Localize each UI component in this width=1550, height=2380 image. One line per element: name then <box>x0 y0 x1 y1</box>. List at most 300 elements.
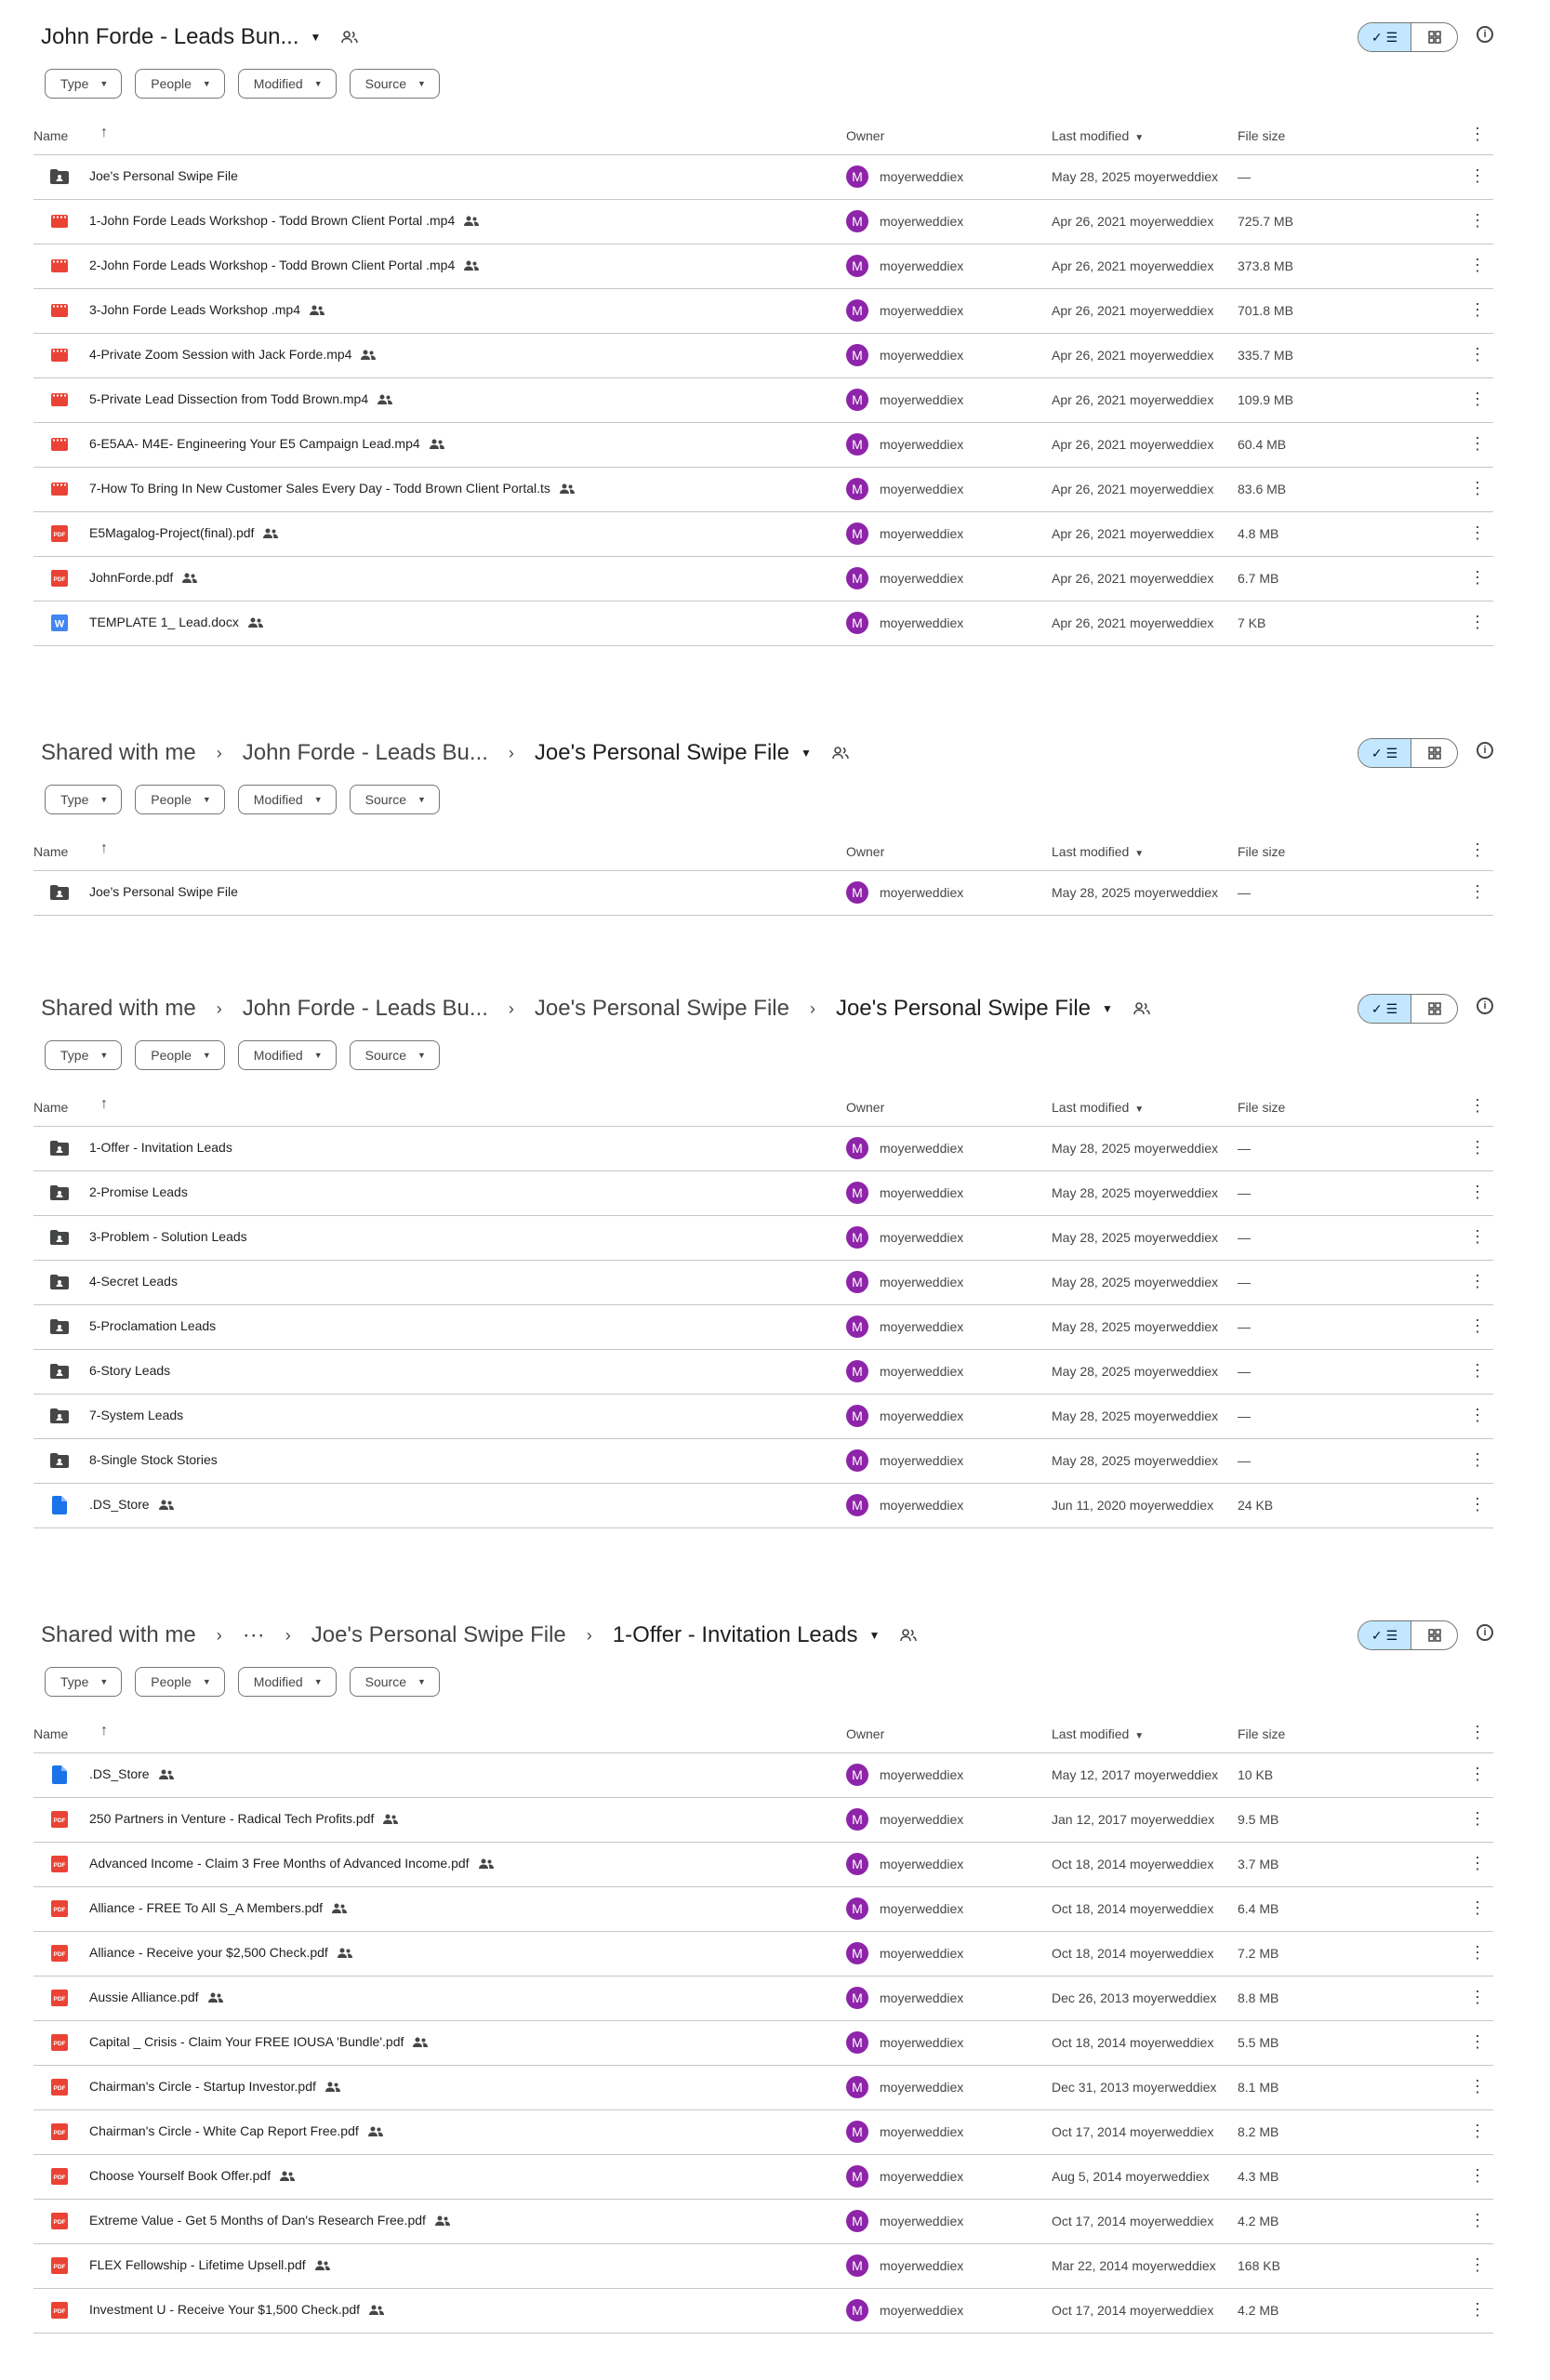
filter-chip-label: People <box>151 1674 192 1689</box>
file-name-text: Investment U - Receive Your $1,500 Check.pdf <box>89 2302 361 2317</box>
file-name <box>89 258 479 272</box>
svg-text:PDF: PDF <box>53 2219 66 2226</box>
owner-name: moyerweddiex <box>880 1275 964 1289</box>
shared-people-icon <box>280 2171 295 2181</box>
svg-text:PDF: PDF <box>53 1818 66 1824</box>
table-row[interactable] <box>33 2066 1493 2110</box>
shared-people-icon <box>338 1948 352 1958</box>
dropdown-arrow-icon: ▼ <box>313 795 323 804</box>
owner-name: moyerweddiex <box>880 885 964 900</box>
table-row[interactable] <box>33 1216 1493 1261</box>
table-row[interactable] <box>33 2200 1493 2244</box>
sort-descending-icon: ▼ <box>1134 1731 1145 1741</box>
sort-ascending-icon[interactable]: ↑ <box>100 125 108 140</box>
owner-name: moyerweddiex <box>880 1901 964 1916</box>
table-row[interactable] <box>33 334 1493 378</box>
file-name-text: 2-John Forde Leads Workshop - Todd Brown Client Portal .mp4 <box>89 258 456 272</box>
table-row[interactable] <box>33 378 1493 423</box>
owner-name: moyerweddiex <box>880 2303 964 2318</box>
dropdown-arrow-icon: ▼ <box>202 79 211 88</box>
more-options-icon[interactable]: ⋮ <box>1469 479 1486 497</box>
panel-header <box>33 1617 1493 1654</box>
list-view-button[interactable] <box>1358 23 1411 51</box>
file-name <box>89 2034 428 2049</box>
more-options-icon[interactable]: ⋮ <box>1469 166 1486 185</box>
last-modified: Mar 22, 2014 moyerweddiex <box>1052 2258 1216 2273</box>
shared-people-icon <box>383 1814 398 1824</box>
svg-text:PDF: PDF <box>53 576 66 583</box>
filter-chip-label: Type <box>60 792 89 807</box>
breadcrumb <box>41 990 1150 1027</box>
more-options-icon[interactable]: ⋮ <box>1469 1495 1486 1514</box>
more-options-icon[interactable]: ⋮ <box>1469 1854 1486 1872</box>
filter-chip-label: Type <box>60 1674 89 1689</box>
more-options-icon[interactable]: ⋮ <box>1469 613 1486 631</box>
more-options-icon[interactable]: ⋮ <box>1469 256 1486 274</box>
file-name <box>89 302 325 317</box>
drive-panel <box>33 1617 1493 2334</box>
table-row[interactable] <box>33 1484 1493 1528</box>
filter-chip-label: Modified <box>253 792 303 807</box>
avatar: M <box>846 2165 868 2188</box>
filter-chip-source[interactable] <box>350 1040 440 1070</box>
shared-people-icon <box>159 1500 174 1510</box>
generic-file-icon <box>50 1766 69 1783</box>
file-table <box>33 833 1493 916</box>
filter-chip-label: Type <box>60 1048 89 1063</box>
avatar: M <box>846 344 868 366</box>
table-row[interactable] <box>33 423 1493 468</box>
list-icon: ☰ <box>1385 29 1398 45</box>
grid-view-button[interactable] <box>1411 1621 1457 1649</box>
avatar: M <box>846 881 868 904</box>
table-row[interactable] <box>33 1887 1493 1932</box>
check-icon: ✓ <box>1371 1000 1383 1016</box>
file-name-text: 4-Secret Leads <box>89 1274 178 1289</box>
owner-name: moyerweddiex <box>880 1946 964 1961</box>
avatar: M <box>846 1271 868 1293</box>
owner-name: moyerweddiex <box>880 2214 964 2228</box>
file-name-text: 6-Story Leads <box>89 1363 171 1378</box>
file-name <box>89 1497 174 1512</box>
owner-name: moyerweddiex <box>880 348 964 363</box>
view-toggle[interactable] <box>1358 738 1458 768</box>
filter-chip-people[interactable] <box>135 1040 225 1070</box>
svg-text:PDF: PDF <box>53 2130 66 2136</box>
column-header-name[interactable]: Name <box>33 128 69 143</box>
column-header-file-size: File size <box>1238 844 1286 859</box>
shared-people-icon <box>361 350 376 360</box>
filter-chip-source[interactable] <box>350 785 440 814</box>
pdf-file-icon <box>50 1811 69 1828</box>
file-size: 4.8 MB <box>1238 526 1279 541</box>
file-size: 9.5 MB <box>1238 1812 1279 1827</box>
owner-name: moyerweddiex <box>880 437 964 452</box>
breadcrumb-item[interactable]: John Forde - Leads Bu... <box>242 996 488 1021</box>
file-size: — <box>1238 1230 1251 1245</box>
filter-chip-label: Source <box>364 76 406 91</box>
file-size: 8.1 MB <box>1238 2080 1279 2095</box>
more-options-icon[interactable]: ⋮ <box>1469 1138 1486 1157</box>
breadcrumb-item[interactable]: Shared with me <box>41 740 196 765</box>
video-file-icon <box>50 258 69 274</box>
file-size: 10 KB <box>1238 1767 1274 1782</box>
file-name-text: Extreme Value - Get 5 Months of Dan's Research Free.pdf <box>89 2213 426 2228</box>
more-options-icon[interactable]: ⋮ <box>1469 125 1486 143</box>
more-options-icon[interactable]: ⋮ <box>1469 2077 1486 2096</box>
owner-name: moyerweddiex <box>880 2035 964 2050</box>
table-row[interactable] <box>33 245 1493 289</box>
sort-ascending-icon[interactable]: ↑ <box>100 1096 108 1112</box>
column-header-owner: Owner <box>846 1726 885 1741</box>
file-name-text: Chairman's Circle - White Cap Report Free.pdf <box>89 2123 359 2138</box>
breadcrumb-item[interactable]: John Forde - Leads Bu... <box>242 740 488 765</box>
shared-folder-icon <box>1133 1002 1150 1015</box>
breadcrumb-current-folder[interactable]: John Forde - Leads Bun... <box>41 24 299 49</box>
table-row[interactable] <box>33 1798 1493 1843</box>
file-name-text: 7-System Leads <box>89 1408 184 1422</box>
shared-people-icon <box>248 617 263 628</box>
avatar: M <box>846 1494 868 1516</box>
avatar: M <box>846 299 868 322</box>
file-table <box>33 117 1493 646</box>
table-row[interactable] <box>33 1932 1493 1977</box>
avatar: M <box>846 522 868 545</box>
last-modified: Apr 26, 2021 moyerweddiex <box>1052 392 1214 407</box>
filter-chip-type[interactable] <box>45 69 122 99</box>
avatar: M <box>846 255 868 277</box>
more-options-icon[interactable]: ⋮ <box>1469 1183 1486 1201</box>
filter-chip-people[interactable] <box>135 69 225 99</box>
shared-folder-icon <box>50 1140 69 1157</box>
more-options-icon[interactable]: ⋮ <box>1469 1096 1486 1115</box>
last-modified: Dec 26, 2013 moyerweddiex <box>1052 1990 1217 2005</box>
file-size: 335.7 MB <box>1238 348 1293 363</box>
table-row[interactable] <box>33 155 1493 200</box>
more-options-icon[interactable]: ⋮ <box>1469 2300 1486 2319</box>
dropdown-arrow-icon: ▼ <box>313 1051 323 1060</box>
filter-chips <box>33 1667 1493 1699</box>
breadcrumb <box>41 19 358 56</box>
more-options-icon[interactable]: ⋮ <box>1469 1943 1486 1962</box>
breadcrumb-current-folder[interactable]: 1-Offer - Invitation Leads <box>612 1622 858 1647</box>
owner-name: moyerweddiex <box>880 303 964 318</box>
file-size: 60.4 MB <box>1238 437 1287 452</box>
breadcrumb-item[interactable]: Shared with me <box>41 996 196 1021</box>
more-options-icon[interactable]: ⋮ <box>1469 1765 1486 1783</box>
file-name-text: 250 Partners in Venture - Radical Tech Profits.pdf <box>89 1811 375 1826</box>
more-options-icon[interactable]: ⋮ <box>1469 2122 1486 2140</box>
more-options-icon[interactable]: ⋮ <box>1469 568 1486 587</box>
table-row[interactable] <box>33 468 1493 512</box>
filter-chip-type[interactable] <box>45 1040 122 1070</box>
table-row[interactable] <box>33 1350 1493 1395</box>
owner-name: moyerweddiex <box>880 1498 964 1513</box>
more-options-icon[interactable]: ⋮ <box>1469 1316 1486 1335</box>
last-modified: Dec 31, 2013 moyerweddiex <box>1052 2080 1217 2095</box>
breadcrumb-current-folder[interactable]: Joe's Personal Swipe File <box>534 740 789 765</box>
avatar: M <box>846 1764 868 1786</box>
breadcrumb-item[interactable]: Joe's Personal Swipe File <box>534 996 789 1021</box>
table-row[interactable] <box>33 1261 1493 1305</box>
pdf-file-icon <box>50 2213 69 2229</box>
table-row[interactable] <box>33 1305 1493 1350</box>
folder-menu-dropdown-icon[interactable]: ▼ <box>868 1629 881 1642</box>
shared-people-icon <box>182 573 197 583</box>
breadcrumb-item[interactable]: ··· <box>242 1622 265 1647</box>
more-options-icon[interactable]: ⋮ <box>1469 211 1486 230</box>
breadcrumb-separator-icon: › <box>216 743 222 762</box>
more-options-icon[interactable]: ⋮ <box>1469 1723 1486 1741</box>
table-header <box>33 1715 1493 1753</box>
table-row[interactable] <box>33 1753 1493 1798</box>
last-modified: Oct 17, 2014 moyerweddiex <box>1052 2214 1214 2228</box>
more-options-icon[interactable]: ⋮ <box>1469 1406 1486 1424</box>
table-row[interactable] <box>33 200 1493 245</box>
filter-chip-modified[interactable] <box>238 1667 337 1697</box>
shared-folder-icon <box>341 31 358 44</box>
pdf-file-icon <box>50 2079 69 2096</box>
avatar: M <box>846 210 868 232</box>
file-name <box>89 2079 340 2094</box>
filter-chip-type[interactable] <box>45 785 122 814</box>
owner-name: moyerweddiex <box>880 2124 964 2139</box>
file-size: 7 KB <box>1238 615 1266 630</box>
file-name-text: .DS_Store <box>89 1766 150 1781</box>
svg-text:PDF: PDF <box>53 1951 66 1958</box>
table-header <box>33 1089 1493 1127</box>
info-icon[interactable]: i <box>1477 26 1493 43</box>
file-name <box>89 436 444 451</box>
file-size: 4.2 MB <box>1238 2303 1279 2318</box>
grid-view-button[interactable] <box>1411 23 1457 51</box>
table-row[interactable] <box>33 512 1493 557</box>
owner-name: moyerweddiex <box>880 1319 964 1334</box>
breadcrumb <box>41 734 849 772</box>
last-modified: Apr 26, 2021 moyerweddiex <box>1052 258 1214 273</box>
more-options-icon[interactable]: ⋮ <box>1469 2032 1486 2051</box>
info-icon[interactable]: i <box>1477 998 1493 1014</box>
more-options-icon[interactable]: ⋮ <box>1469 1988 1486 2006</box>
file-name <box>89 1452 218 1467</box>
file-name <box>89 570 197 585</box>
owner-name: moyerweddiex <box>880 1364 964 1379</box>
file-size: — <box>1238 1275 1251 1289</box>
filter-chip-modified[interactable] <box>238 785 337 814</box>
last-modified: Oct 17, 2014 moyerweddiex <box>1052 2303 1214 2318</box>
pdf-file-icon <box>50 570 69 587</box>
shared-people-icon <box>263 528 278 538</box>
file-name <box>89 2213 450 2228</box>
breadcrumb-separator-icon: › <box>809 998 815 1018</box>
more-options-icon[interactable]: ⋮ <box>1469 1450 1486 1469</box>
owner-name: moyerweddiex <box>880 1408 964 1423</box>
shared-people-icon <box>369 2305 384 2315</box>
file-size: 7.2 MB <box>1238 1946 1279 1961</box>
table-row[interactable] <box>33 2155 1493 2200</box>
filter-chip-people[interactable] <box>135 1667 225 1697</box>
column-header-file-size: File size <box>1238 128 1286 143</box>
avatar: M <box>846 433 868 456</box>
folder-menu-dropdown-icon[interactable]: ▼ <box>1102 1002 1113 1015</box>
column-header-last-modified[interactable] <box>1052 844 1144 859</box>
column-header-name[interactable]: Name <box>33 844 69 859</box>
file-name-text: 8-Single Stock Stories <box>89 1452 218 1467</box>
shared-folder-icon <box>50 1408 69 1424</box>
filter-chip-modified[interactable] <box>238 1040 337 1070</box>
list-view-button[interactable] <box>1358 1621 1411 1649</box>
breadcrumb-separator-icon: › <box>216 1625 222 1645</box>
shared-people-icon <box>560 483 575 494</box>
more-options-icon[interactable]: ⋮ <box>1469 1898 1486 1917</box>
avatar: M <box>846 1449 868 1472</box>
file-size: — <box>1238 885 1251 900</box>
generic-file-icon <box>50 1497 69 1514</box>
breadcrumb-item[interactable]: Joe's Personal Swipe File <box>311 1622 566 1647</box>
table-row[interactable] <box>33 1171 1493 1216</box>
owner-name: moyerweddiex <box>880 214 964 229</box>
column-header-name[interactable]: Name <box>33 1726 69 1741</box>
owner-name: moyerweddiex <box>880 1812 964 1827</box>
sort-descending-icon: ▼ <box>1134 133 1145 143</box>
owner-name: moyerweddiex <box>880 526 964 541</box>
shared-people-icon <box>159 1769 174 1779</box>
folder-menu-dropdown-icon[interactable]: ▼ <box>310 31 322 44</box>
table-row[interactable] <box>33 1439 1493 1484</box>
pdf-file-icon <box>50 2034 69 2051</box>
last-modified: May 28, 2025 moyerweddiex <box>1052 885 1218 900</box>
filter-chip-source[interactable] <box>350 1667 440 1697</box>
last-modified: Apr 26, 2021 moyerweddiex <box>1052 214 1214 229</box>
file-size: 3.7 MB <box>1238 1857 1279 1871</box>
sort-ascending-icon[interactable]: ↑ <box>100 1723 108 1739</box>
table-row[interactable] <box>33 2021 1493 2066</box>
column-header-file-size: File size <box>1238 1726 1286 1741</box>
avatar: M <box>846 1405 868 1427</box>
filter-chip-modified[interactable] <box>238 69 337 99</box>
table-header <box>33 117 1493 155</box>
table-row[interactable] <box>33 2110 1493 2155</box>
more-options-icon[interactable]: ⋮ <box>1469 1227 1486 1246</box>
shared-people-icon <box>310 305 325 315</box>
dropdown-arrow-icon: ▼ <box>417 79 426 88</box>
more-options-icon[interactable]: ⋮ <box>1469 300 1486 319</box>
more-options-icon[interactable]: ⋮ <box>1469 1361 1486 1380</box>
table-row[interactable] <box>33 602 1493 646</box>
grid-view-button[interactable] <box>1411 739 1457 767</box>
more-options-icon[interactable]: ⋮ <box>1469 523 1486 542</box>
filter-chip-label: Source <box>364 1674 406 1689</box>
shared-folder-icon <box>50 168 69 185</box>
file-name-text: FLEX Fellowship - Lifetime Upsell.pdf <box>89 2257 306 2272</box>
more-options-icon[interactable]: ⋮ <box>1469 882 1486 901</box>
view-toggle[interactable] <box>1358 22 1458 52</box>
filter-chip-people[interactable] <box>135 785 225 814</box>
video-file-icon <box>50 347 69 364</box>
table-row[interactable] <box>33 2289 1493 2334</box>
file-name-text: 3-Problem - Solution Leads <box>89 1229 247 1244</box>
list-view-button[interactable] <box>1358 995 1411 1023</box>
last-modified: Oct 17, 2014 moyerweddiex <box>1052 2124 1214 2139</box>
file-size: 24 KB <box>1238 1498 1274 1513</box>
list-icon: ☰ <box>1385 1000 1398 1016</box>
last-modified: Apr 26, 2021 moyerweddiex <box>1052 303 1214 318</box>
sort-ascending-icon[interactable]: ↑ <box>100 840 108 856</box>
file-name-text: Advanced Income - Claim 3 Free Months of Advanced Income.pdf <box>89 1856 470 1871</box>
table-row[interactable] <box>33 1977 1493 2021</box>
filter-chip-source[interactable] <box>350 69 440 99</box>
breadcrumb-current-folder[interactable]: Joe's Personal Swipe File <box>835 996 1091 1021</box>
info-icon[interactable]: i <box>1477 742 1493 759</box>
dropdown-arrow-icon: ▼ <box>202 1677 211 1686</box>
file-size: — <box>1238 1453 1251 1468</box>
column-header-name[interactable]: Name <box>33 1100 69 1115</box>
grid-view-button[interactable] <box>1411 995 1457 1023</box>
video-file-icon <box>50 436 69 453</box>
table-row[interactable] <box>33 1843 1493 1887</box>
column-header-last-modified[interactable] <box>1052 1100 1144 1115</box>
last-modified: May 28, 2025 moyerweddiex <box>1052 1185 1218 1200</box>
column-header-owner: Owner <box>846 844 885 859</box>
column-header-last-modified[interactable] <box>1052 128 1144 143</box>
file-name-text: 1-John Forde Leads Workshop - Todd Brown Client Portal .mp4 <box>89 213 456 228</box>
file-size: — <box>1238 169 1251 184</box>
more-options-icon[interactable]: ⋮ <box>1469 1809 1486 1828</box>
avatar: M <box>846 1987 868 2009</box>
owner-name: moyerweddiex <box>880 1767 964 1782</box>
column-header-last-modified[interactable] <box>1052 1726 1144 1741</box>
filter-chip-label: People <box>151 76 192 91</box>
more-options-icon[interactable]: ⋮ <box>1469 390 1486 408</box>
more-options-icon[interactable]: ⋮ <box>1469 345 1486 364</box>
view-toggle[interactable] <box>1358 1620 1458 1650</box>
more-options-icon[interactable]: ⋮ <box>1469 2255 1486 2274</box>
table-row[interactable] <box>33 1127 1493 1171</box>
filter-chip-type[interactable] <box>45 1667 122 1697</box>
more-options-icon[interactable]: ⋮ <box>1469 434 1486 453</box>
owner-name: moyerweddiex <box>880 482 964 496</box>
table-row[interactable] <box>33 2244 1493 2289</box>
table-row[interactable] <box>33 871 1493 916</box>
owner-name: moyerweddiex <box>880 1453 964 1468</box>
file-name-text: Joe's Personal Swipe File <box>89 168 238 183</box>
table-row[interactable] <box>33 557 1493 602</box>
last-modified: Oct 18, 2014 moyerweddiex <box>1052 2035 1214 2050</box>
last-modified: May 12, 2017 moyerweddiex <box>1052 1767 1218 1782</box>
sort-descending-icon: ▼ <box>1134 1104 1145 1115</box>
table-row[interactable] <box>33 289 1493 334</box>
list-view-button[interactable] <box>1358 739 1411 767</box>
more-options-icon[interactable]: ⋮ <box>1469 1272 1486 1290</box>
file-name <box>89 2123 383 2138</box>
view-toggle[interactable] <box>1358 994 1458 1024</box>
file-size: — <box>1238 1185 1251 1200</box>
more-options-icon[interactable]: ⋮ <box>1469 2166 1486 2185</box>
dropdown-arrow-icon: ▼ <box>99 795 109 804</box>
file-name-text: JohnForde.pdf <box>89 570 174 585</box>
filter-chip-label: Modified <box>253 76 303 91</box>
svg-text:PDF: PDF <box>53 1907 66 1913</box>
last-modified: Oct 18, 2014 moyerweddiex <box>1052 1901 1214 1916</box>
info-icon[interactable]: i <box>1477 1624 1493 1641</box>
folder-menu-dropdown-icon[interactable]: ▼ <box>800 747 812 760</box>
svg-text:PDF: PDF <box>53 1996 66 2003</box>
table-row[interactable] <box>33 1395 1493 1439</box>
more-options-icon[interactable]: ⋮ <box>1469 840 1486 859</box>
svg-text:W: W <box>54 618 65 630</box>
more-options-icon[interactable]: ⋮ <box>1469 2211 1486 2229</box>
breadcrumb-item[interactable]: Shared with me <box>41 1622 196 1647</box>
